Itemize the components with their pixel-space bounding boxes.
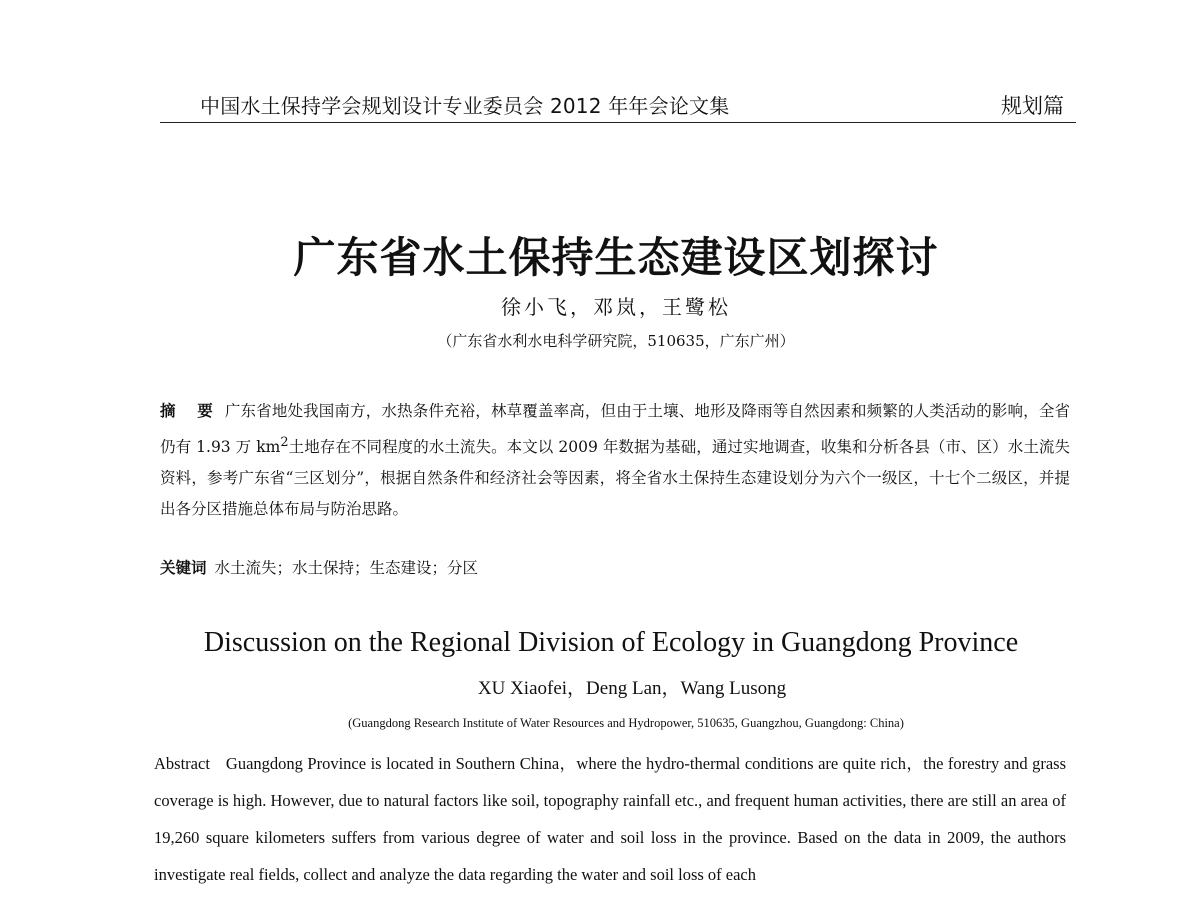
abstract-cn-superscript: 2 xyxy=(280,435,289,450)
section-label: 规划篇 xyxy=(1001,94,1064,118)
affiliation-cn: （广东省水利水电科学研究院，510635，广东广州） xyxy=(437,332,795,350)
abstract-cn-label: 摘 要 xyxy=(160,402,221,420)
affiliation-en: (Guangdong Research Institute of Water Resources and Hydropower, 510635, Guangzhou, Guangdong: China) xyxy=(348,716,904,730)
paper-title-cn: 广东省水土保持生态建设区划探讨 xyxy=(293,233,939,282)
keywords-cn-text: 水土流失；水土保持；生态建设；分区 xyxy=(214,559,479,577)
abstract-cn-text-before: 广东省地处我国南方，水热条件充裕，林草覆盖率高，但由于土壤、地形及降雨等自然因素和频繁的人类活动的影响，全省仍有 1.93 万 km xyxy=(160,402,1070,457)
abstract-en-text: Guangdong Province is located in Southern China，where the hydro-thermal conditions are quite rich，the forestry and grass coverage is high. However, due to natural factors like soil, topography rainfall etc., and frequent human activities, there are still an area of 19,260 square kilometers suffers from various degree of water and soil loss in the province. Based on the data in 2009, the authors investigate real fields, collect and analyze the data regarding the water and soil loss of each xyxy=(154,754,1066,884)
abstract-en-label: Abstract xyxy=(154,754,210,773)
abstract-cn xyxy=(160,396,1070,525)
abstract-cn-text-after: 土地存在不同程度的水土流失。本文以 2009 年数据为基础，通过实地调查，收集和分析各县（市、区）水土流失资料，参考广东省“三区划分”，根据自然条件和经济社会等因素，将全省水土保持生态建设划分为六个一级区，十七个二级区，并提出各分区措施总体布局与防治思路。 xyxy=(160,438,1070,519)
authors-cn: 徐小飞，邓岚，王鹭松 xyxy=(501,295,731,319)
abstract-en xyxy=(154,745,1066,893)
keywords-cn xyxy=(160,556,1070,578)
running-header xyxy=(160,86,1076,123)
authors-en: XU Xiaofei，Deng Lan，Wang Lusong xyxy=(477,678,787,699)
proceedings-title: 中国水土保持学会规划设计专业委员会 2012 年年会论文集 xyxy=(200,94,730,118)
paper-title-en: Discussion on the Regional Division of Ecology in Guangdong Province xyxy=(203,627,1019,658)
keywords-cn-label: 关键词 xyxy=(160,559,207,577)
